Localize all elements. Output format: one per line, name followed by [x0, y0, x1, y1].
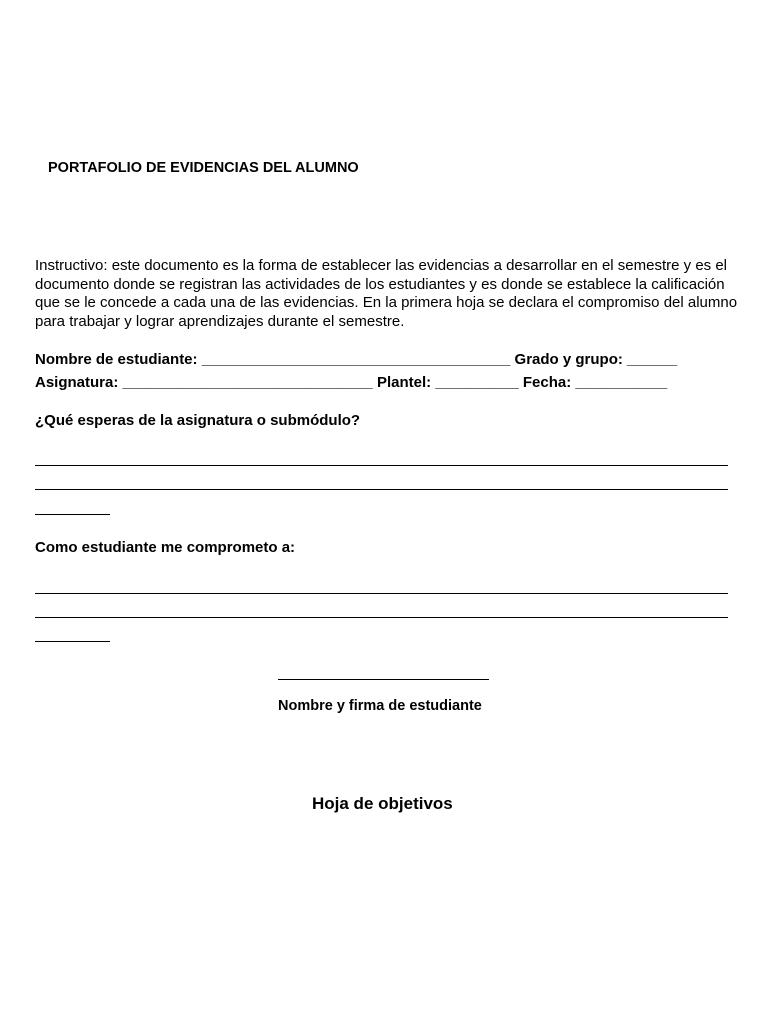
expectations-answer-line-1 [35, 465, 728, 466]
signature-line [278, 679, 489, 680]
signature-label: Nombre y firma de estudiante [278, 698, 482, 714]
commitment-answer-line-2 [35, 617, 728, 618]
document-title: PORTAFOLIO DE EVIDENCIAS DEL ALUMNO [48, 160, 359, 176]
instructions-paragraph: Instructivo: este documento es la forma de establecer las evidencias a desarrollar en el semestre y es el documento donde se registran las actividades de los estudiantes y es donde se establece la calificación que se le concede a cada una de las evidencias. En la primera hoja se declara el compromiso del alumno para trabajar y lograr aprendizajes durante el semestre. [35, 257, 738, 331]
commitment-prompt: Como estudiante me comprometo a: [35, 539, 296, 556]
objectives-section-title: Hoja de objetivos [312, 794, 453, 813]
commitment-answer-line-1 [35, 593, 728, 594]
subject-campus-date-field-line: Asignatura: ______________________________ Plantel: __________ Fecha: ___________ [35, 374, 668, 391]
expectations-question: ¿Qué esperas de la asignatura o submódulo? [35, 412, 361, 429]
commitment-answer-line-3 [35, 641, 110, 642]
student-name-grade-field-line: Nombre de estudiante: _____________________________________ Grado y grupo: ______ [35, 351, 678, 368]
expectations-answer-line-3 [35, 514, 110, 515]
expectations-answer-line-2 [35, 489, 728, 490]
